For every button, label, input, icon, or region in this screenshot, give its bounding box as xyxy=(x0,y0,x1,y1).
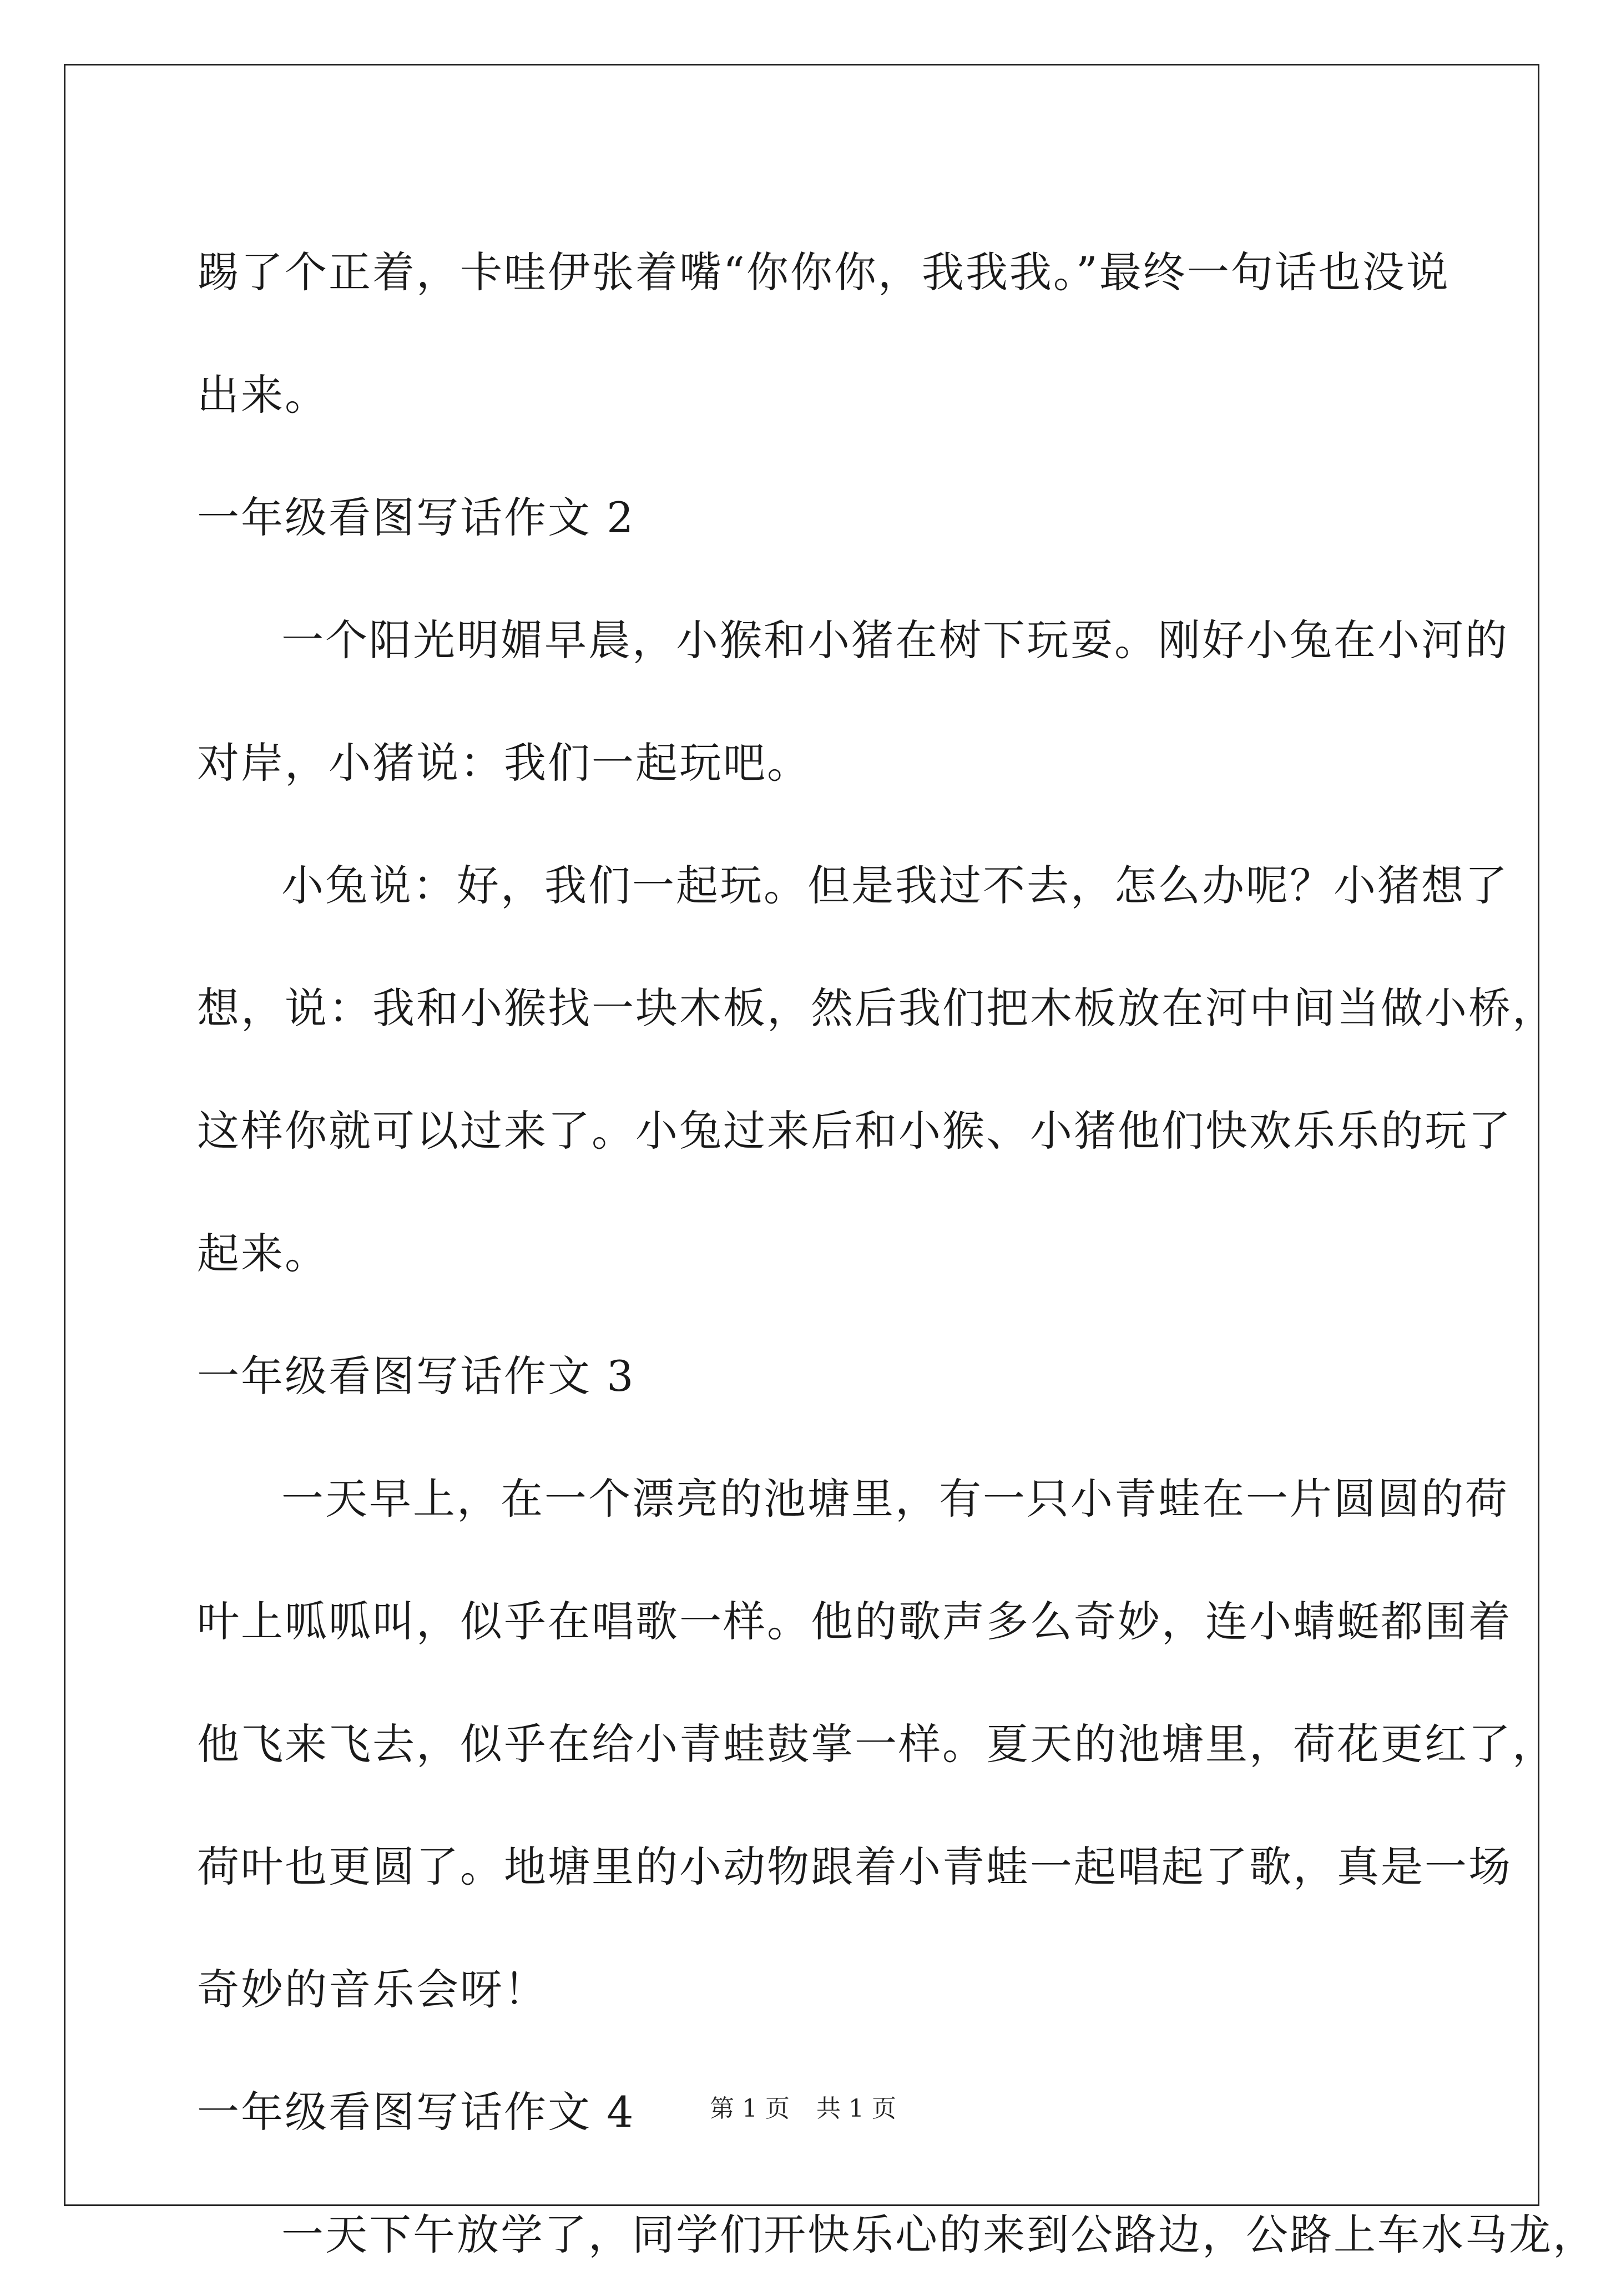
section-heading: 一年级看图写话作文 3 xyxy=(197,1351,635,1401)
paragraph-line: 他飞来飞去，似乎在给小青蛙鼓掌一样。夏天的池塘里，荷花更红了， xyxy=(197,1719,1556,1769)
document-body xyxy=(197,211,1597,2296)
paragraph-line: 叶上呱呱叫，似乎在唱歌一样。他的歌声多么奇妙，连小蜻蜓都围着 xyxy=(197,1597,1512,1646)
paragraph-line: 小兔说：好，我们一起玩。但是我过不去，怎么办呢？小猪想了 xyxy=(281,861,1509,910)
paragraph-line: 奇妙的音乐会呀！ xyxy=(197,1965,548,2014)
section-heading: 一年级看图写话作文 4 xyxy=(197,2087,635,2137)
paragraph-line: 想，说：我和小猴找一块木板，然后我们把木板放在河中间当做小桥， xyxy=(197,983,1556,1033)
page-number-total: 共 1 页 xyxy=(816,2095,896,2123)
page-number-current: 第 1 页 xyxy=(710,2095,790,2123)
paragraph-line: 一个阳光明媚早晨，小猴和小猪在树下玩耍。刚好小兔在小河的 xyxy=(281,615,1509,665)
paragraph-line: 对岸，小猪说：我们一起玩吧。 xyxy=(197,738,811,788)
section-heading: 一年级看图写话作文 2 xyxy=(197,493,635,542)
paragraph-line: 踢了个正着，卡哇伊张着嘴“你你你，我我我。”最终一句话也没说 xyxy=(197,248,1450,297)
paragraph-line: 这样你就可以过来了。小兔过来后和小猴、小猪他们快欢乐乐的玩了 xyxy=(197,1106,1512,1155)
page-footer xyxy=(0,2092,1606,2126)
paragraph-line: 一天早上，在一个漂亮的池塘里，有一只小青蛙在一片圆圆的荷 xyxy=(281,1474,1509,1523)
paragraph-line: 出来。 xyxy=(197,370,329,420)
paragraph-line: 起来。 xyxy=(197,1229,329,1278)
paragraph-line: 荷叶也更圆了。地塘里的小动物跟着小青蛙一起唱起了歌，真是一场 xyxy=(197,1842,1512,1891)
paragraph-line: 一天下午放学了，同学们开快乐心的来到公路边，公路上车水马龙， xyxy=(281,2210,1597,2259)
